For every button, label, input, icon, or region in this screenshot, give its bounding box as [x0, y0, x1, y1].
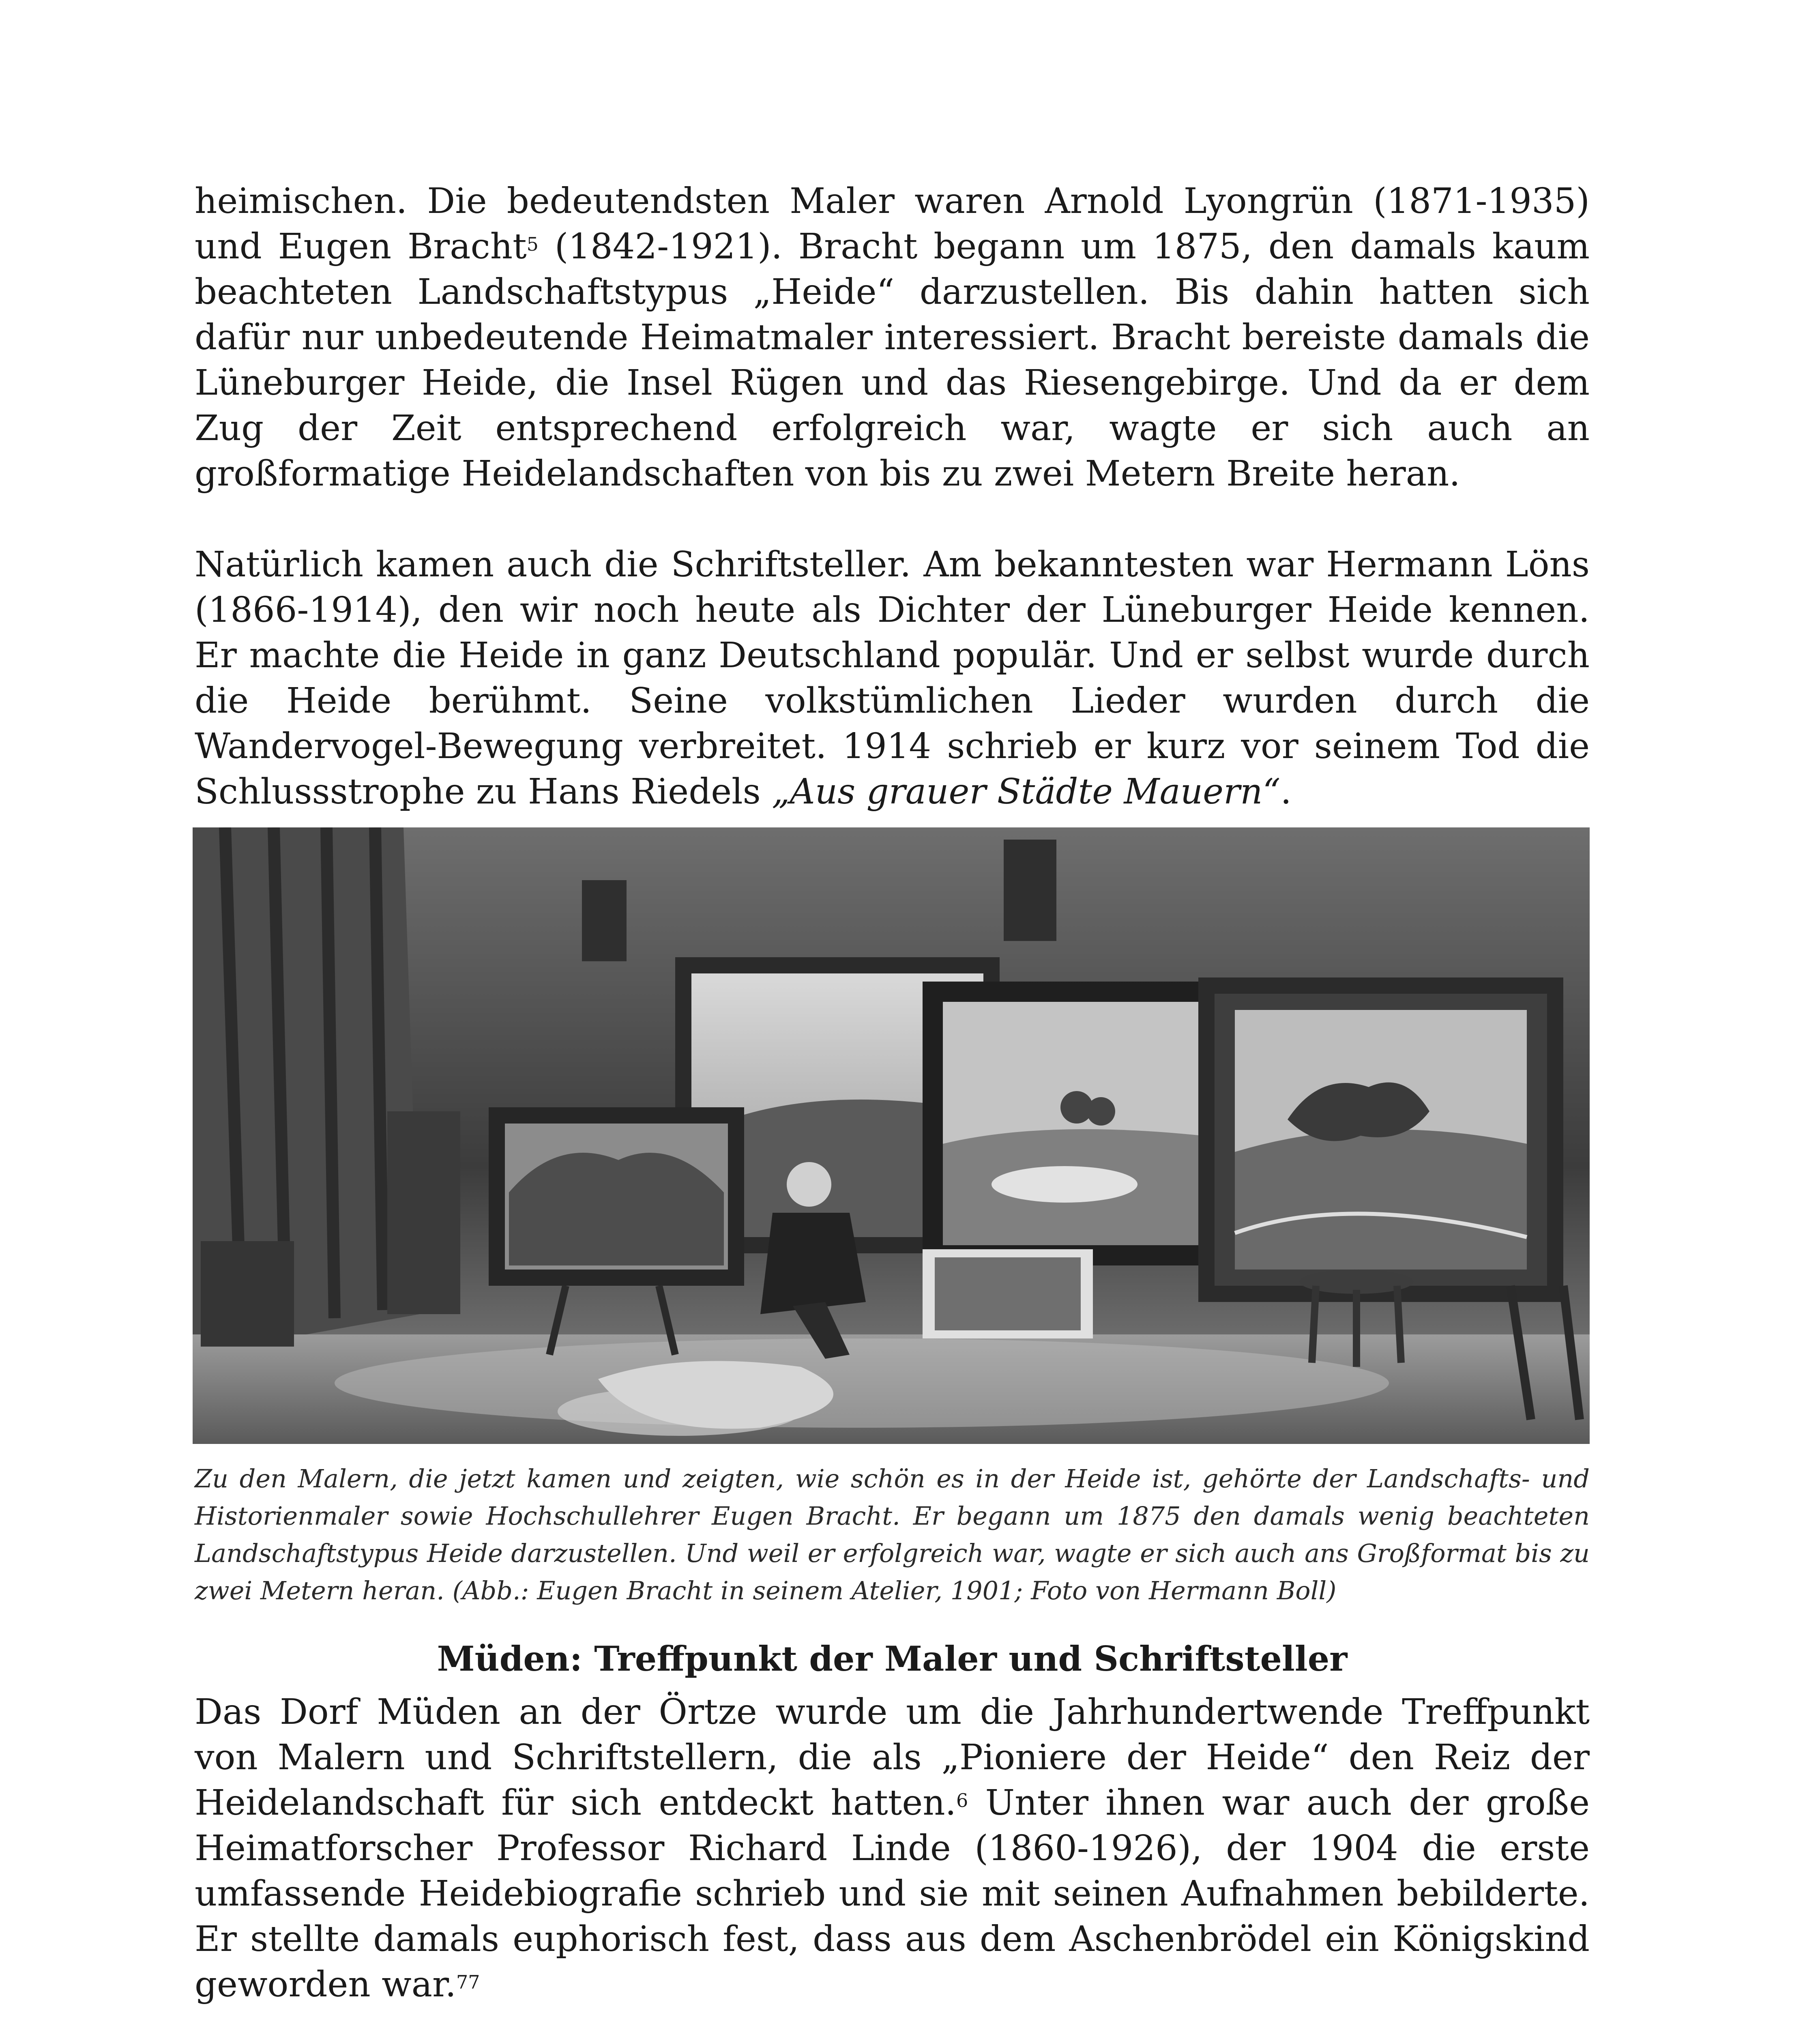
text-segment: Das Dorf Müden an der Örtze wurde um die Jahrhundertwende Treffpunkt von Malern und Schriftstellern, die als „Pioniere der Heide“ den Reiz der Heidelandschaft für sich entdeckt hatten.	[195, 1692, 1590, 1823]
section-heading: Müden: Treffpunkt der Maler und Schriftsteller	[437, 1639, 1348, 1679]
text-segment: Unter ihnen war auch der große Heimatforscher Professor Richard Linde (1860-1926), der 1904 die erste umfassende Heidebiografie schrieb und sie mit seinen Aufnahmen bebilderte. Er stellte damals euphorisch fest, dass aus dem Aschenbrödel ein Königskind geworden war.	[195, 1783, 1590, 2005]
footnote-ref: 6	[956, 1790, 968, 1811]
text-segment: heimischen. Die bedeutendsten Maler waren Arnold Lyongrün (1871-1935) und Eugen Bracht	[195, 181, 1590, 267]
footnote-ref: 77	[456, 1971, 480, 1993]
intro-paragraph-2	[195, 542, 1590, 814]
footnote-ref: 5	[526, 233, 539, 255]
atelier-photo	[193, 827, 1590, 1444]
text-segment: Natürlich kamen auch die Schriftsteller. Am bekanntesten war Hermann Löns (1866-1914), den wir noch heute als Dichter der Lüneburger Heide kennen. Er machte die Heide in ganz Deutschland populär. Und er selbst wurde durch die Heide berühmt. Seine volkstümlichen Lieder wurden durch die Wandervogel-Bewegung verbreitet. 1914 schrieb er kurz vor seinem Tod die Schlussstrophe zu Hans Riedels	[195, 544, 1590, 812]
section-paragraph-1	[195, 1689, 1590, 2007]
italic-quote: „Aus grauer Städte Mauern“	[772, 771, 1281, 812]
text-segment: (1842-1921). Bracht begann um 1875, den damals kaum beachteten Landschaftstypus „Heide“ darzustellen. Bis dahin hatten sich dafür nur unbedeutende Heimatmaler interessiert. Bracht bereiste damals die Lüneburger Heide, die Insel Rügen und das Riesengebirge. Und da er dem Zug der Zeit entsprechend erfolgreich war, wagte er sich auch an großformatige Heidelandschaften von bis zu zwei Metern Breite heran.	[195, 226, 1590, 494]
intro-paragraph-1	[195, 178, 1590, 496]
section-text	[195, 1689, 1590, 2028]
text-segment: .	[1280, 771, 1292, 812]
intro-text	[195, 178, 1590, 814]
figure-caption: Zu den Malern, die jetzt kamen und zeigten, wie schön es in der Heide ist, gehörte der Landschafts- und Historienmaler sowie Hochschullehrer Eugen Bracht. Er begann um 1875 den damals wenig beachteten Landschaftstypus Heide darzustellen. Und weil er erfolgreich war, wagte er sich auch ans Großformat bis zu zwei Metern heran. (Abb.: Eugen Bracht in seinem Atelier, 1901; Foto von Hermann Boll)	[195, 1464, 1590, 1605]
